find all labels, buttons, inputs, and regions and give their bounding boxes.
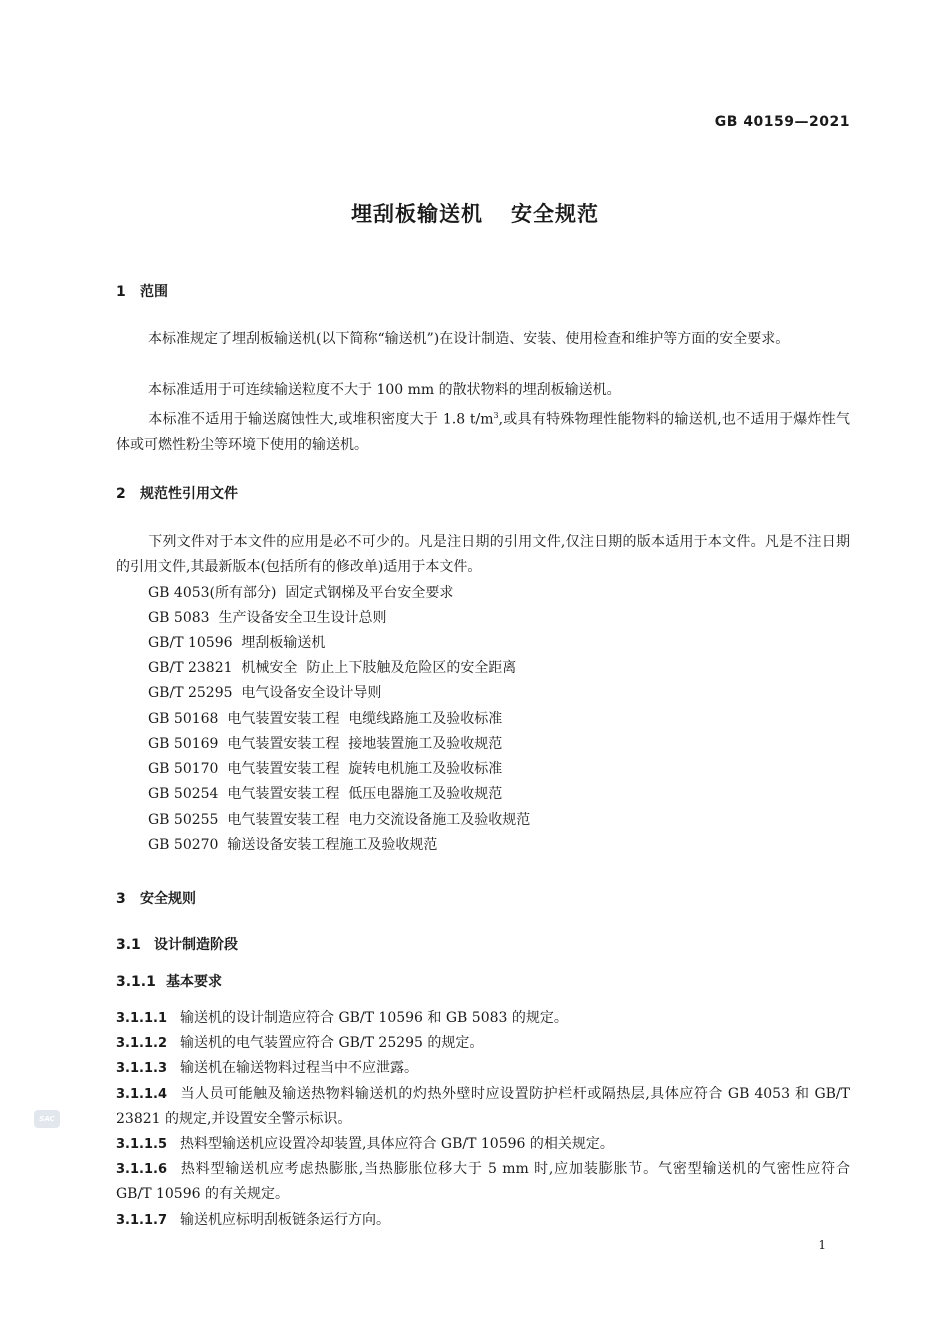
section-1-paragraph-2: 本标准适用于可连续输送粒度不大于 100 mm 的散状物料的埋刮板输送机。 xyxy=(148,382,621,398)
section-title: 范围 xyxy=(140,284,168,300)
section-1-paragraph-1: 本标准规定了埋刮板输送机(以下简称“输送机”)在设计制造、安装、使用检查和维护等方面的安全要求。 xyxy=(148,331,790,347)
standard-code: GB 40159—2021 xyxy=(714,114,850,130)
subsection-number: 3.1 xyxy=(116,937,141,953)
section-title: 安全规则 xyxy=(140,891,196,907)
subsection-title: 设计制造阶段 xyxy=(154,937,238,953)
clause-3-1-1-6: 3.1.1.6 热料型输送机应考虑热膨胀,当热膨胀位移大于 5 mm 时,应加装膨胀节。气密型输送机的气密性应符合 GB/T 10596 的有关规定。 xyxy=(116,1161,850,1202)
page-number: 1 xyxy=(818,1238,826,1252)
reference-item: GB 50270 输送设备安装工程施工及验收规范 xyxy=(148,837,438,853)
reference-item: GB 50255 电气装置安装工程 电力交流设备施工及验收规范 xyxy=(148,812,531,828)
reference-item: GB 4053(所有部分) 固定式钢梯及平台安全要求 xyxy=(148,585,454,601)
reference-item: GB/T 23821 机械安全 防止上下肢触及危险区的安全距离 xyxy=(148,660,517,676)
section-3-heading xyxy=(116,888,196,908)
reference-item: GB 50168 电气装置安装工程 电缆线路施工及验收标准 xyxy=(148,711,503,727)
section-number: 1 xyxy=(116,284,126,300)
section-1-paragraph-3: 本标准不适用于输送腐蚀性大,或堆积密度大于 1.8 $t/m^3$,或具有特殊物理性能物料的输送机,也不适用于爆炸性气体或可燃性粉尘等环境下使用的输送机。 xyxy=(116,411,851,453)
title-part-2: 安全规范 xyxy=(511,202,599,226)
clause-3-1-1-4: 3.1.1.4 当人员可能触及输送热物料输送机的灼热外壁时应设置防护栏杆或隔热层,具体应符合 GB 4053 和 GB/T 23821 的规定,并设置安全警示标识。 xyxy=(116,1086,850,1127)
subsection-number: 3.1.1 xyxy=(116,974,156,990)
section-number: 3 xyxy=(116,891,126,907)
clause-3-1-1-2: 3.1.1.2 输送机的电气装置应符合 GB/T 25295 的规定。 xyxy=(116,1035,484,1051)
subsection-3-1-heading xyxy=(116,934,238,954)
reference-item: GB 50170 电气装置安装工程 旋转电机施工及验收标准 xyxy=(148,761,503,777)
reference-item: GB/T 25295 电气设备安全设计导则 xyxy=(148,685,382,701)
clause-3-1-1-3: 3.1.1.3 输送机在输送物料过程当中不应泄露。 xyxy=(116,1060,418,1076)
clause-3-1-1-5: 3.1.1.5 热料型输送机应设置冷却装置,具体应符合 GB/T 10596 的相关规定。 xyxy=(116,1136,614,1152)
section-number: 2 xyxy=(116,486,126,502)
section-2-heading xyxy=(116,483,238,503)
subsection-title: 基本要求 xyxy=(166,974,222,990)
clause-3-1-1-1: 3.1.1.1 输送机的设计制造应符合 GB/T 10596 和 GB 5083 的规定。 xyxy=(116,1010,568,1026)
section-title: 规范性引用文件 xyxy=(140,486,238,502)
reference-item: GB 50254 电气装置安装工程 低压电器施工及验收规范 xyxy=(148,786,503,802)
reference-item: GB/T 10596 埋刮板输送机 xyxy=(148,635,326,651)
section-2-intro: 下列文件对于本文件的应用是必不可少的。凡是注日期的引用文件,仅注日期的版本适用于本文件。凡是不注日期的引用文件,其最新版本(包括所有的修改单)适用于本文件。 xyxy=(116,534,850,575)
sac-watermark-logo: SAC xyxy=(34,1110,60,1128)
page-title xyxy=(0,198,950,228)
subsection-3-1-1-heading xyxy=(116,971,222,991)
reference-item: GB 5083 生产设备安全卫生设计总则 xyxy=(148,610,387,626)
section-1-heading xyxy=(116,281,168,301)
title-part-1: 埋刮板输送机 xyxy=(351,202,483,226)
reference-item: GB 50169 电气装置安装工程 接地装置施工及验收规范 xyxy=(148,736,503,752)
clause-3-1-1-7: 3.1.1.7 输送机应标明刮板链条运行方向。 xyxy=(116,1212,390,1228)
